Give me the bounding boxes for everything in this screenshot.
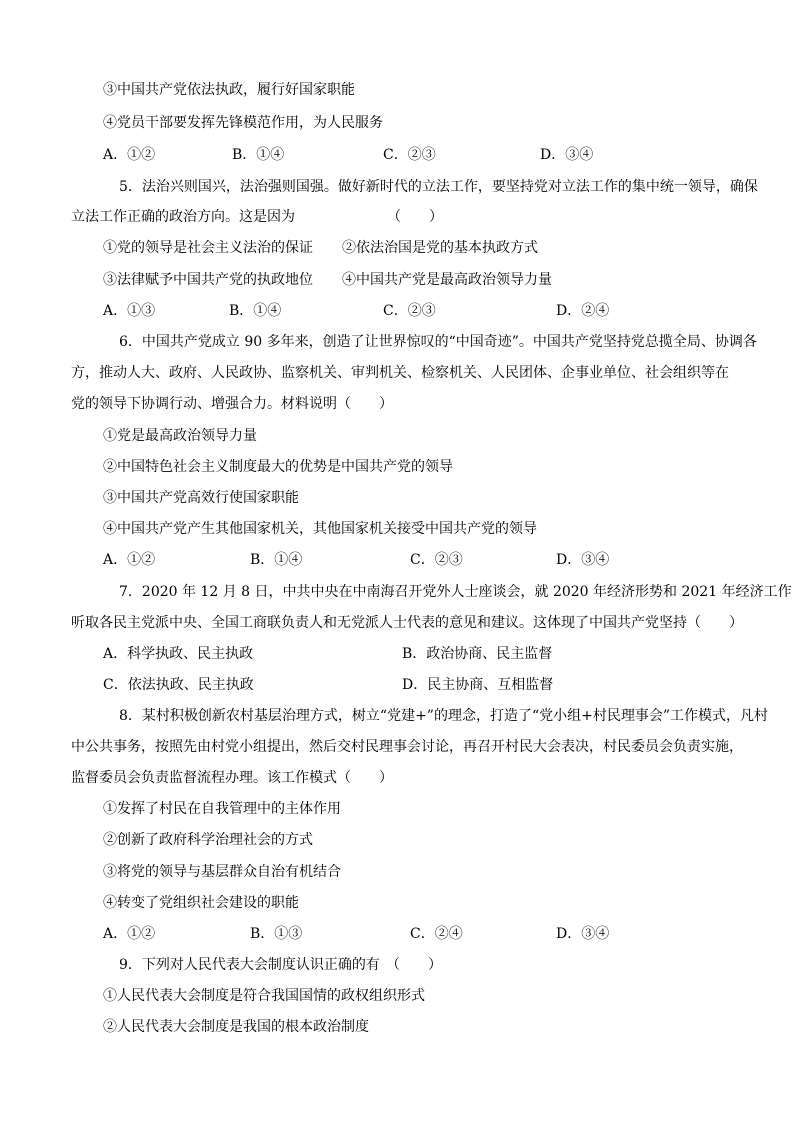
q6-statement-3: ③中国共产党高效行使国家职能	[103, 490, 299, 506]
q4-option-b[interactable]: B．①④	[232, 147, 285, 163]
q8-stem-line-1: 8．某村积极创新农村基层治理方式，树立“党建+”的理念，打造了“党小组+村民理事会”工作模式，凡村	[119, 708, 768, 724]
q6-option-a[interactable]: A．①②	[103, 552, 156, 568]
q5-option-a[interactable]: A．①③	[103, 303, 156, 319]
q6-option-d[interactable]: D．③④	[556, 552, 610, 568]
q6-statement-2: ②中国特色社会主义制度最大的优势是中国共产党的领导	[103, 459, 453, 475]
q8-option-c[interactable]: C．②④	[410, 926, 463, 942]
q7-stem-line-1: 7．2020 年 12 月 8 日，中共中央在中南海召开党外人士座谈会，就 2020 年经济形势和 2021 年经济工作	[119, 584, 792, 600]
q8-stem-line-2: 中公共事务，按照先由村党小组提出，然后交村民理事会讨论，再召开村民大会表决，村民委员会负责实施，	[71, 739, 743, 755]
q7-option-b[interactable]: B．政治协商、民主监督	[402, 646, 553, 662]
q5-stem-line-1: 5．法治兴则国兴，法治强则国强。做好新时代的立法工作，要坚持党对立法工作的集中统一领导，确保	[119, 179, 758, 195]
q8-option-a[interactable]: A．①②	[103, 926, 156, 942]
q5-statement-4: ④中国共产党是最高政治领导力量	[342, 272, 552, 288]
q6-statement-4: ④中国共产党产生其他国家机关，其他国家机关接受中国共产党的领导	[103, 521, 537, 537]
q6-stem-line-1: 6．中国共产党成立 90 多年来，创造了让世界惊叹的“中国奇迹”。中国共产党坚持党总揽全局、协调各	[119, 334, 757, 350]
q8-stem-line-3: 监督委员会负责监督流程办理。该工作模式（ ）	[71, 770, 393, 786]
q8-statement-4: ④转变了党组织社会建设的职能	[103, 895, 299, 911]
q4-statement-3: ③中国共产党依法执政，履行好国家职能	[103, 82, 355, 98]
q8-option-d[interactable]: D．③④	[556, 926, 610, 942]
q4-statement-4: ④党员干部要发挥先锋模范作用，为人民服务	[103, 115, 383, 131]
q9-stem: 9．下列对人民代表大会制度认识正确的有	[119, 957, 380, 973]
q8-statement-3: ③将党的领导与基层群众自治有机结合	[103, 864, 341, 880]
q6-option-c[interactable]: C．②③	[410, 552, 463, 568]
q5-statement-2: ②依法治国是党的基本执政方式	[342, 240, 538, 256]
q9-answer-blank: （ ）	[386, 957, 442, 973]
q8-statement-2: ②创新了政府科学治理社会的方式	[103, 832, 313, 848]
q5-option-c[interactable]: C．②③	[383, 303, 436, 319]
q5-answer-blank: （ ）	[387, 209, 443, 225]
q6-statement-1: ①党是最高政治领导力量	[103, 428, 257, 444]
q8-option-b[interactable]: B．①③	[250, 926, 303, 942]
q7-option-d[interactable]: D．民主协商、互相监督	[402, 677, 554, 693]
q9-statement-2: ②人民代表大会制度是我国的根本政治制度	[103, 1019, 369, 1035]
q7-option-a[interactable]: A．科学执政、民主执政	[103, 646, 254, 662]
q6-option-b[interactable]: B．①④	[250, 552, 303, 568]
q6-stem-line-2: 方，推动人大、政府、人民政协、监察机关、审判机关、检察机关、人民团体、企事业单位、社会组织等在	[71, 365, 729, 381]
q4-option-d[interactable]: D．③④	[540, 147, 594, 163]
q4-option-a[interactable]: A．①②	[103, 147, 156, 163]
q5-stem-line-2: 立法工作正确的政治方向。这是因为	[71, 209, 295, 225]
q5-option-d[interactable]: D．②④	[556, 303, 610, 319]
q7-stem-line-2: 听取各民主党派中央、全国工商联负责人和无党派人士代表的意见和建议。这体现了中国共产党坚持（ ）	[71, 615, 743, 631]
q4-option-c[interactable]: C．②③	[383, 147, 436, 163]
q7-option-c[interactable]: C．依法执政、民主执政	[103, 677, 254, 693]
q8-statement-1: ①发挥了村民在自我管理中的主体作用	[103, 801, 341, 817]
q5-statement-3: ③法律赋予中国共产党的执政地位	[103, 272, 313, 288]
q6-stem-line-3: 党的领导下协调行动、增强合力。材料说明（ ）	[71, 396, 393, 412]
q9-statement-1: ①人民代表大会制度是符合我国国情的政权组织形式	[103, 988, 425, 1004]
q5-option-b[interactable]: B．①④	[229, 303, 282, 319]
q5-statement-1: ①党的领导是社会主义法治的保证	[103, 240, 313, 256]
